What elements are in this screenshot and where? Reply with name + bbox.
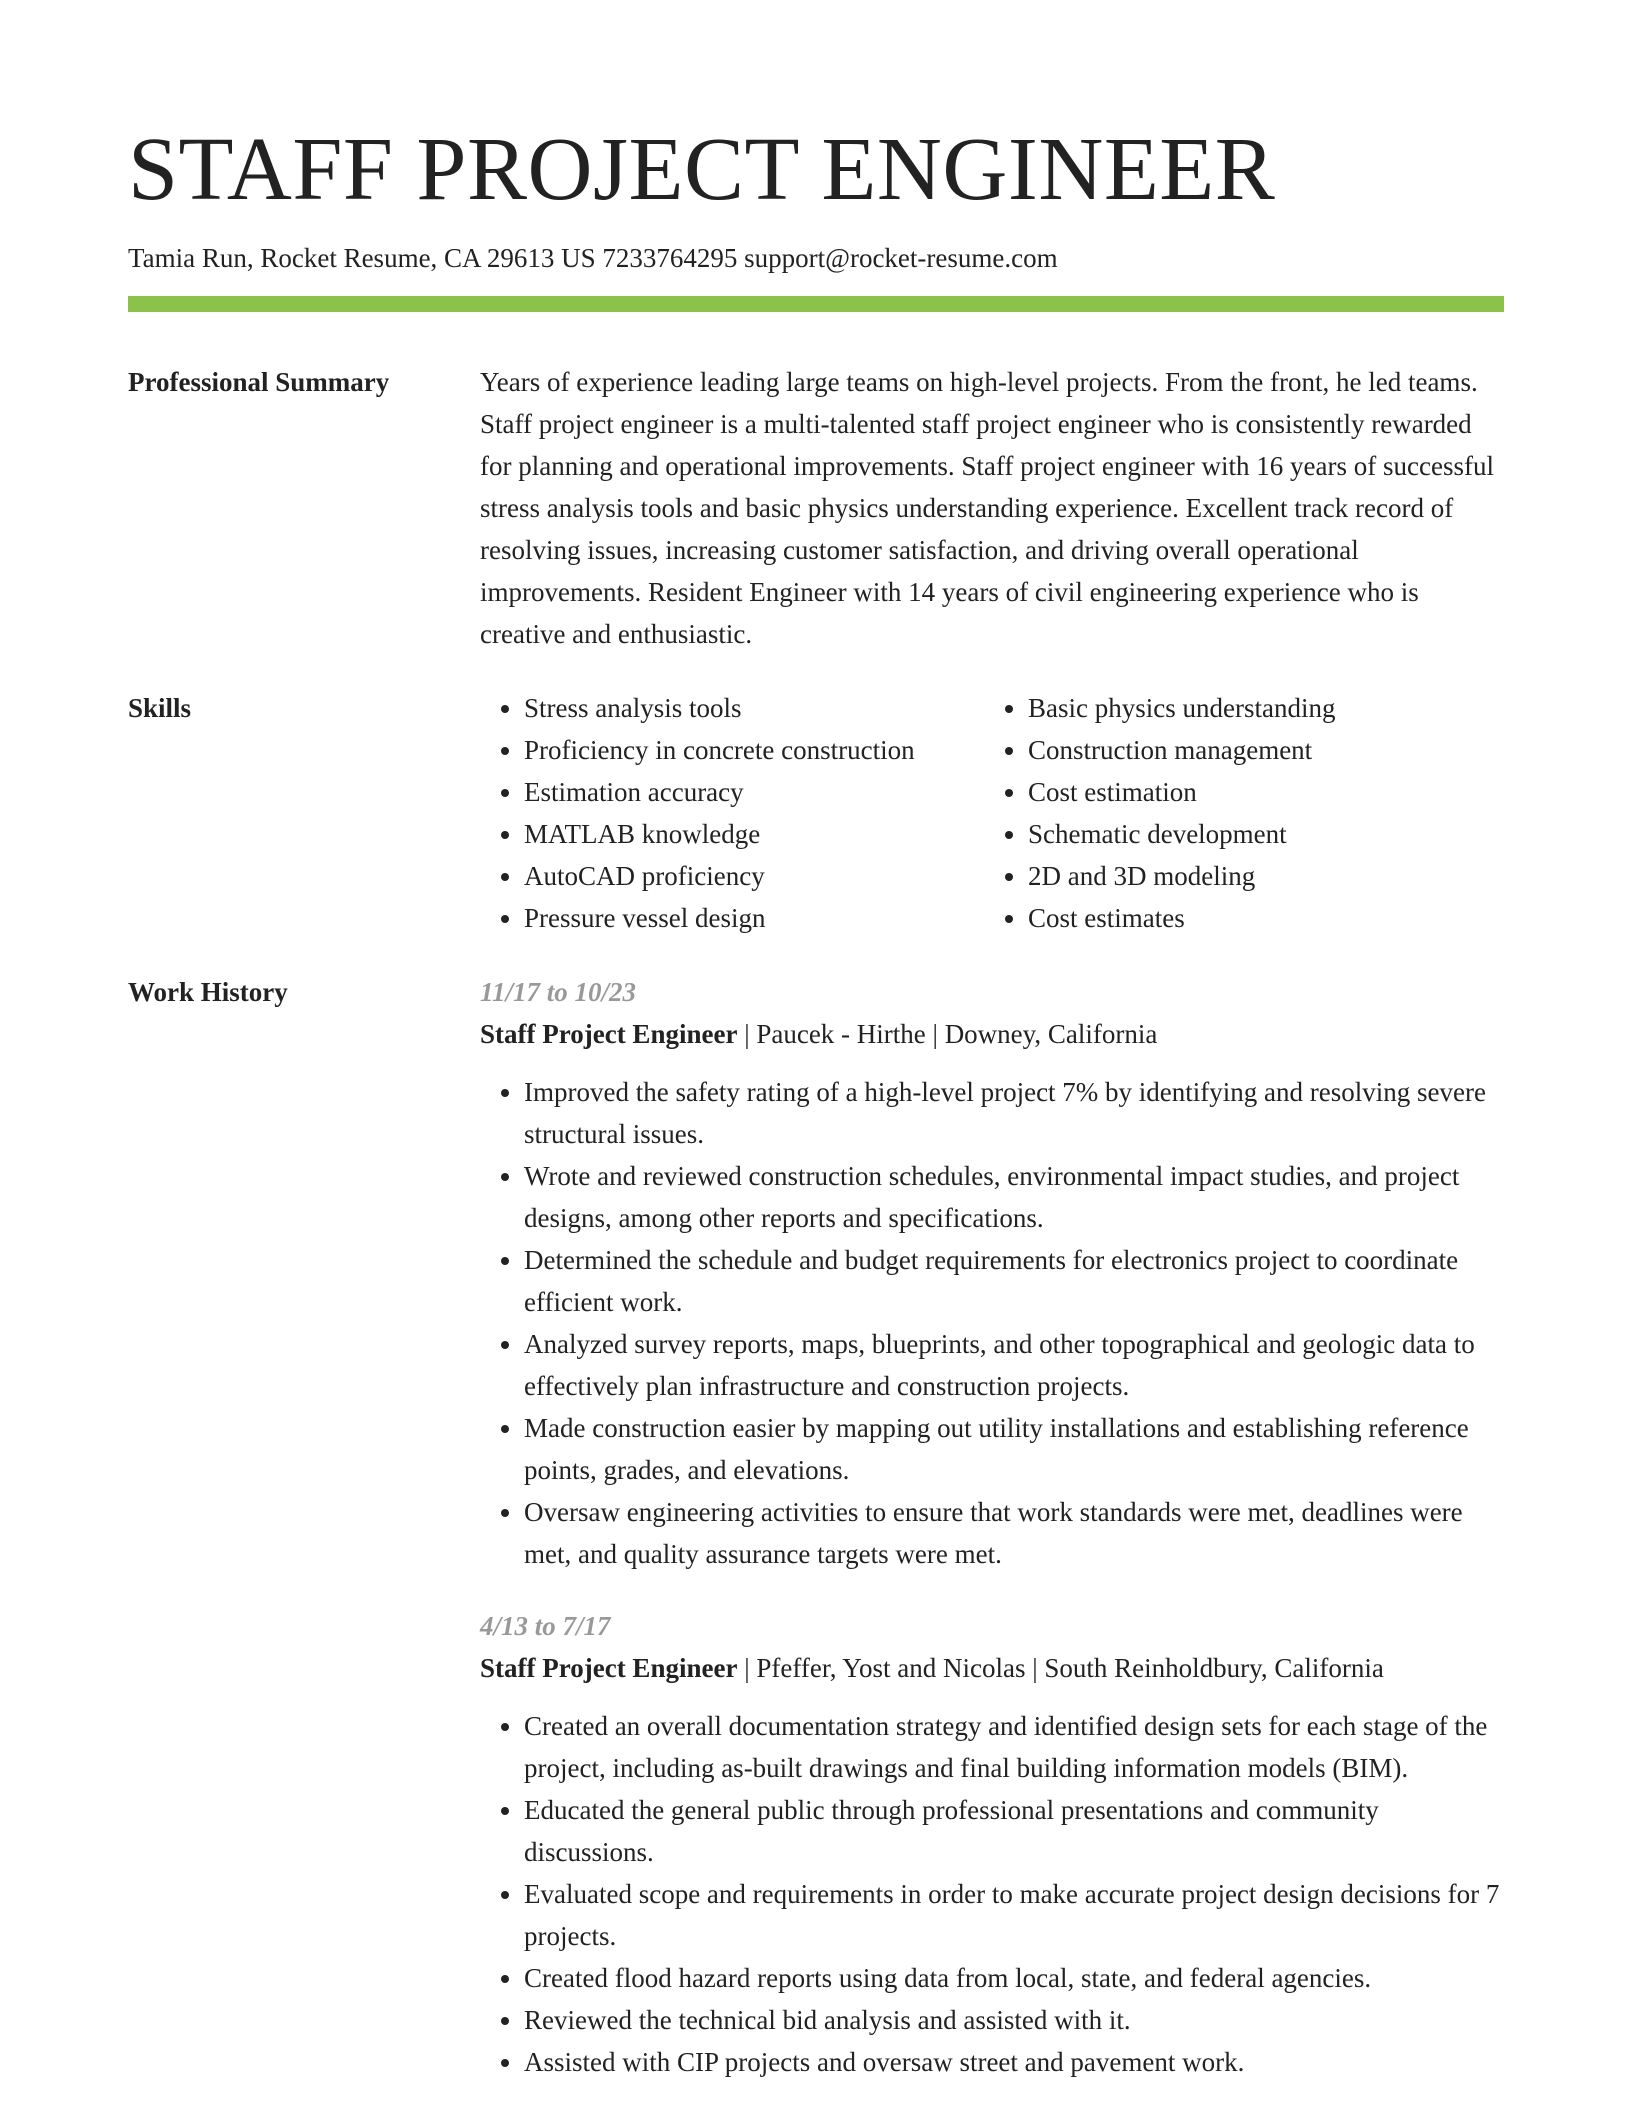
job-entry (480, 1605, 1504, 2083)
job-title: Staff Project Engineer (480, 1019, 738, 1049)
separator (737, 1019, 756, 1049)
job-bullet: • Oversaw engineering activities to ensure that work standards were met, deadlines were met, and quality assurance targets were met. (524, 1491, 1504, 1575)
skill-item: • MATLAB knowledge (524, 813, 984, 855)
resume-title: STAFF PROJECT ENGINEER (128, 120, 1276, 219)
job-bullets (480, 1071, 1504, 1575)
summary-section (128, 361, 1504, 655)
job-entry (480, 971, 1504, 1575)
skill-item: • 2D and 3D modeling (1028, 855, 1335, 897)
job-bullet: • Educated the general public through professional presentations and community discussions. (524, 1789, 1504, 1873)
section-label-skills: Skills (128, 693, 192, 723)
job-bullet: • Assisted with CIP projects and oversaw street and pavement work. (524, 2041, 1504, 2083)
job-bullets (480, 1705, 1504, 2083)
job-location: South Reinholdbury, California (1044, 1653, 1384, 1683)
job-bullet: • Created an overall documentation strategy and identified design sets for each stage of the project, including as-built drawings and final building information models (BIM). (524, 1705, 1504, 1789)
job-bullet: • Wrote and reviewed construction schedules, environmental impact studies, and project designs, among other reports and specifications. (524, 1155, 1504, 1239)
skill-item: • Construction management (1028, 729, 1335, 771)
separator (926, 1019, 945, 1049)
section-label-summary: Professional Summary (128, 367, 390, 397)
skill-item: • Cost estimation (1028, 771, 1335, 813)
skill-item: • Proficiency in concrete construction (524, 729, 984, 771)
skills-body (480, 687, 1504, 939)
job-title-line (480, 1647, 1504, 1689)
separator (737, 1653, 756, 1683)
job-company: Pfeffer, Yost and Nicolas (756, 1653, 1026, 1683)
skill-item: • Schematic development (1028, 813, 1335, 855)
job-location: Downey, California (944, 1019, 1158, 1049)
job-bullet: • Created flood hazard reports using data from local, state, and federal agencies. (524, 1957, 1504, 1999)
summary-text: Years of experience leading large teams on high-level projects. From the front, he led teams. Staff project engineer is a multi-talented staff project engineer who is consistently rewarded for planning and operational improvements. Staff project engineer with 16 years of successful stress analysis tools and basic physics understanding experience. Excellent track record of resolving issues, increasing customer satisfaction, and driving overall operational improvements. Resident Engineer with 14 years of civil engineering experience who is creative and enthusiastic. (480, 367, 1494, 649)
contact-address: Tamia Run, Rocket Resume, CA 29613 US (128, 243, 596, 273)
skills-section (128, 687, 1504, 939)
skill-item: • Stress analysis tools (524, 687, 984, 729)
skills-list-right (984, 687, 1335, 939)
job-company: Paucek - Hirthe (756, 1019, 926, 1049)
section-label-work-history: Work History (128, 977, 288, 1007)
job-bullet: • Made construction easier by mapping out utility installations and establishing reference points, grades, and elevations. (524, 1407, 1504, 1491)
job-bullet: • Analyzed survey reports, maps, blueprints, and other topographical and geologic data to effectively plan infrastructure and construction projects. (524, 1323, 1504, 1407)
job-bullet: • Evaluated scope and requirements in order to make accurate project design decisions for 7 projects. (524, 1873, 1504, 1957)
skills-grid (480, 687, 1504, 939)
separator (1026, 1653, 1045, 1683)
job-dates: 4/13 to 7/17 (480, 1611, 611, 1641)
work-history-body (480, 971, 1504, 2083)
job-bullet: • Improved the safety rating of a high-level project 7% by identifying and resolving severe structural issues. (524, 1071, 1504, 1155)
job-bullet: • Determined the schedule and budget requirements for electronics project to coordinate efficient work. (524, 1239, 1504, 1323)
job-title-line (480, 1013, 1504, 1055)
contact-email: support@rocket-resume.com (744, 243, 1058, 273)
accent-divider (128, 296, 1504, 312)
contact-phone: 7233764295 (602, 243, 738, 273)
skill-item: • Cost estimates (1028, 897, 1335, 939)
skill-item: • Pressure vessel design (524, 897, 984, 939)
skill-item: • AutoCAD proficiency (524, 855, 984, 897)
skill-item: • Estimation accuracy (524, 771, 984, 813)
work-history-section (128, 971, 1504, 2083)
job-title: Staff Project Engineer (480, 1653, 738, 1683)
contact-line (128, 240, 1504, 276)
skill-item: • Basic physics understanding (1028, 687, 1335, 729)
job-dates: 11/17 to 10/23 (480, 977, 637, 1007)
skills-list-left (480, 687, 984, 939)
job-bullet: • Reviewed the technical bid analysis and assisted with it. (524, 1999, 1504, 2041)
